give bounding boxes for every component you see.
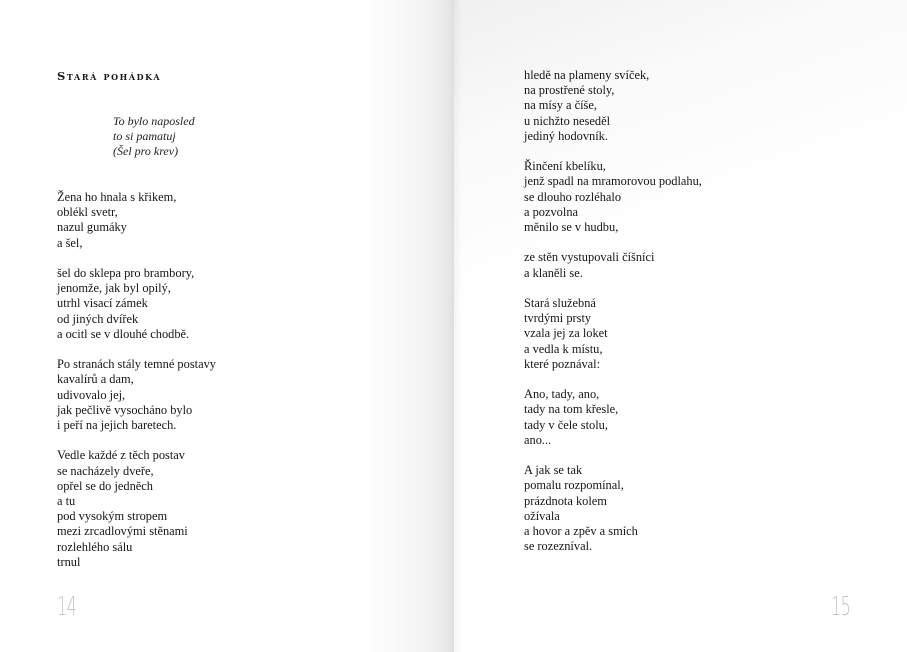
- motto-line: To bylo naposled: [113, 114, 195, 128]
- verse-line: prázdnota kolem: [524, 493, 607, 508]
- book-gutter-shadow: [446, 0, 462, 652]
- verse-line: tady na tom křesle,: [524, 402, 619, 417]
- verse-line: kavalírů a dam,: [57, 372, 134, 387]
- verse-line: hledě na plameny svíček,: [524, 68, 650, 82]
- verse-line: se rozezníval.: [524, 539, 593, 554]
- verse-line: Po stranách stály temné postavy: [57, 357, 216, 372]
- verse-line: ano...: [524, 432, 552, 447]
- verse-line: a vedla k místu,: [524, 341, 603, 356]
- verse-line: pomalu rozpomínal,: [524, 478, 624, 493]
- verse-line: jenž spadl na mramorovou podlahu,: [524, 174, 702, 189]
- verse-line: A jak se tak: [524, 463, 583, 478]
- right-page-verses: [524, 68, 702, 554]
- verse-line: a hovor a zpěv a smích: [524, 524, 638, 539]
- verse-line: i peří na jejich baretech.: [57, 418, 177, 433]
- stanza: [57, 448, 216, 570]
- verse-line: u nichžto neseděl: [524, 113, 611, 128]
- stanza: [524, 296, 702, 372]
- stanza: [524, 387, 702, 448]
- motto-line: to si pamatuj: [113, 129, 176, 144]
- motto-line: (Šel pro krev): [113, 144, 179, 159]
- verse-line: šel do sklepa pro brambory,: [57, 266, 195, 280]
- verse-line: Žena ho hnala s křikem,: [57, 190, 177, 204]
- verse-line: a tu: [57, 494, 76, 509]
- verse-line: a šel,: [57, 235, 83, 250]
- stanza: [57, 357, 216, 433]
- verse-line: které poznával:: [524, 356, 601, 371]
- page-number-left: 14: [57, 592, 77, 622]
- verse-line: Řinčení kbelíku,: [524, 159, 606, 174]
- verse-line: se dlouho rozléhalo: [524, 189, 622, 204]
- verse-line: Ano, tady, ano,: [524, 387, 600, 402]
- verse-line: pod vysokým stropem: [57, 509, 168, 524]
- verse-line: udivovalo jej,: [57, 387, 126, 402]
- verse-line: oblékl svetr,: [57, 205, 118, 220]
- verse-line: mezi zrcadlovými stěnami: [57, 524, 188, 539]
- verse-line: jak pečlivě vysocháno bylo: [57, 402, 193, 417]
- stanza: [524, 68, 702, 144]
- verse-line: tady v čele stolu,: [524, 417, 608, 432]
- left-page-verses: [57, 190, 216, 570]
- stanza: [524, 159, 702, 235]
- stanza: [524, 250, 702, 280]
- poem-motto: [113, 114, 195, 160]
- verse-line: měnilo se v hudbu,: [524, 220, 619, 235]
- verse-line: a ocitl se v dlouhé chodbě.: [57, 326, 190, 341]
- verse-line: se nacházely dveře,: [57, 463, 154, 478]
- stanza: [524, 463, 702, 554]
- verse-line: jediný hodovník.: [524, 128, 608, 143]
- verse-line: na mísy a číše,: [524, 98, 597, 113]
- verse-line: jenomže, jak byl opilý,: [57, 281, 171, 296]
- verse-line: ožívala: [524, 508, 560, 523]
- verse-line: nazul gumáky: [57, 220, 127, 235]
- verse-line: ze stěn vystupovali číšníci: [524, 250, 655, 265]
- verse-line: vzala jej za loket: [524, 326, 608, 341]
- verse-line: rozlehlého sálu: [57, 539, 133, 554]
- stanza: [57, 266, 216, 342]
- verse-line: a klaněli se.: [524, 265, 583, 280]
- verse-line: tvrdými prsty: [524, 311, 592, 326]
- verse-line: utrhl visací zámek: [57, 296, 148, 311]
- poem-title: Stará pohádka: [57, 69, 162, 83]
- page-number-right: 15: [831, 592, 851, 622]
- verse-line: a pozvolna: [524, 204, 579, 219]
- stanza: [57, 190, 216, 251]
- verse-line: trnul: [57, 554, 81, 569]
- verse-line: Vedle každé z těch postav: [57, 448, 185, 463]
- verse-line: opřel se do jedněch: [57, 478, 153, 493]
- verse-line: od jiných dvířek: [57, 311, 139, 326]
- verse-line: Stará služebná: [524, 296, 596, 310]
- verse-line: na prostřené stoly,: [524, 83, 615, 98]
